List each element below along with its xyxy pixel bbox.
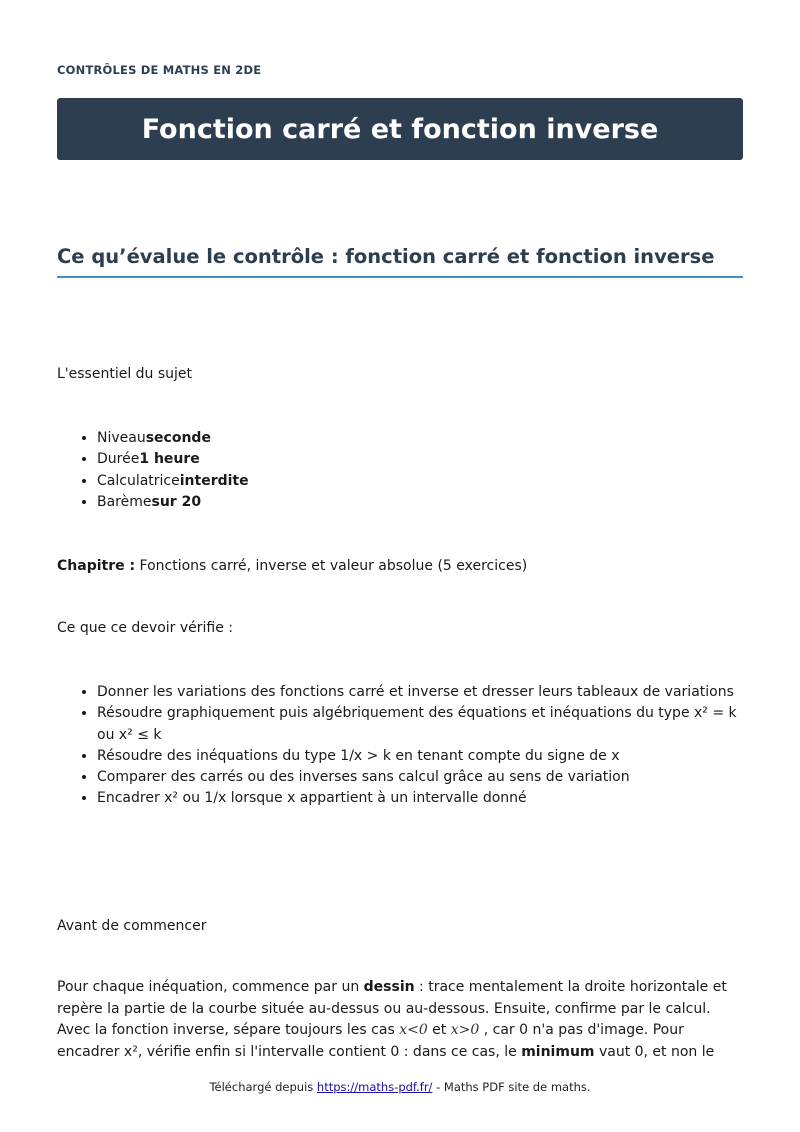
item-value: seconde xyxy=(145,430,211,446)
list-item: • Résoudre graphiquement puis algébriquement des équations et inéquations du type x² = k ou x² ≤ k xyxy=(97,703,743,746)
text-bold: minimum xyxy=(521,1043,595,1060)
item-label: Durée xyxy=(97,451,140,468)
text-run: , car 0 n'a pas d'image. Pour encadrer x², vérifie enfin si l'intervalle contient 0 : dans ce cas, le xyxy=(57,1022,684,1060)
text-run: et xyxy=(427,1022,451,1038)
item-label: Barème xyxy=(97,493,152,510)
essentials-heading: L'essentiel du sujet xyxy=(57,366,193,382)
essentials-list xyxy=(57,428,249,513)
advice-paragraph xyxy=(57,977,743,1063)
math-expression: x>0 xyxy=(450,1022,480,1038)
text-run: : trace mentalement la droite horizontale et repère la partie de la courbe située au-dessus ou au-dessous. Ensuite, confirme par le calcul. Avec la fonction inverse, sépare toujours les cas xyxy=(57,979,727,1038)
before-heading: Avant de commencer xyxy=(57,918,207,934)
list-item: • Encadrer x² ou 1/x lorsque x appartient à un intervalle donné xyxy=(97,788,743,809)
item-value: sur 20 xyxy=(151,493,202,510)
footer xyxy=(0,1080,800,1094)
list-item: • Comparer des carrés ou des inverses sans calcul grâce au sens de variation xyxy=(97,767,743,788)
footer-link[interactable]: https://maths-pdf.fr/ xyxy=(316,1080,433,1094)
list-item: • Résoudre des inéquations du type 1/x > k en tenant compte du signe de x xyxy=(97,746,743,767)
checks-list xyxy=(57,682,743,810)
list-item xyxy=(97,449,249,470)
list-item xyxy=(97,428,249,449)
page-title: Fonction carré et fonction inverse xyxy=(141,113,659,145)
footer-suffix: - Maths PDF site de maths. xyxy=(432,1080,591,1094)
item-label: Niveau xyxy=(97,430,146,446)
item-label: Calculatrice xyxy=(97,472,180,489)
series-label: CONTRÔLES DE MATHS EN 2DE xyxy=(57,63,262,77)
section-title: Ce qu’évalue le contrôle : fonction carré et fonction inverse xyxy=(57,245,743,278)
chapter-text: Fonctions carré, inverse et valeur absolue (5 exercices) xyxy=(135,558,528,574)
list-item: • Donner les variations des fonctions carré et inverse et dresser leurs tableaux de variations xyxy=(97,682,743,703)
text-run: Pour chaque inéquation, commence par un xyxy=(57,979,364,995)
text-run: vaut 0, et non le xyxy=(594,1043,715,1060)
footer-prefix: Téléchargé depuis xyxy=(209,1080,317,1094)
chapter-label: Chapitre : xyxy=(57,558,136,574)
text-bold: dessin xyxy=(363,979,415,995)
list-item xyxy=(97,471,249,492)
math-expression: x<0 xyxy=(399,1022,428,1038)
checks-heading: Ce que ce devoir vérifie : xyxy=(57,620,234,636)
title-banner xyxy=(57,98,743,160)
item-value: 1 heure xyxy=(139,451,200,468)
item-value: interdite xyxy=(179,472,249,489)
list-item xyxy=(97,492,249,513)
chapter-line xyxy=(57,556,527,577)
